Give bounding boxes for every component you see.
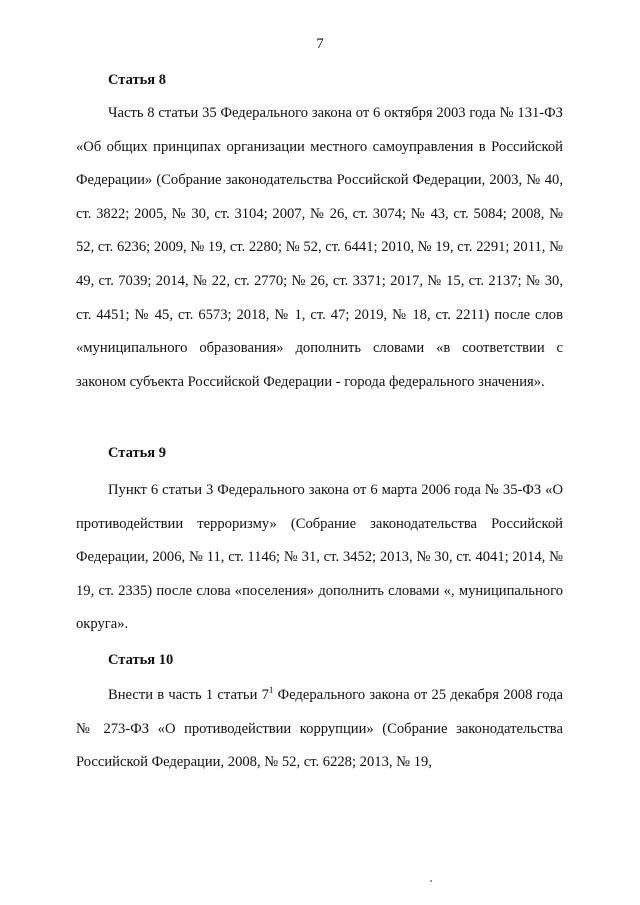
article-8-text: Часть 8 статьи 35 Федерального закона от 6 октября 2003 года № 131-ФЗ «Об общих принципах организации местного самоуправления в Российской Федерации» (Собрание законодательства Российской Федерации, 2003, № 40, ст. 3822; 2005, № 30, ст. 3104; 2007, № 26, ст. 3074; № 43, ст. 5084; 2008, № 52, ст. 6236; 2009, № 19, ст. 2280; № 52, ст. 6441; 2010, № 19, ст. 2291; 2011, № 49, ст. 7039; 2014, № 22, ст. 2770; № 26, ст. 3371; 2017, № 15, ст. 2137; № 30, ст. 4451; № 45, ст. 6573; 2018, № 1, ст. 47; 2019, № 18, ст. 2211) после слов «муниципального образования» дополнить словами «в соответствии с законом субъекта Российской Федерации - города федерального значения». bbox=[76, 105, 563, 390]
article-8-heading: Статья 8 bbox=[108, 72, 166, 88]
article-10-superscript: 1 bbox=[268, 685, 274, 696]
article-10-text-end: Федерального закона от 25 декабря 2008 года № 273-ФЗ «О противодействии коррупции» (Собрание законодательства Российской Федерации, 2008, № 52, ст. 6228; 2013, № 19, bbox=[76, 687, 563, 771]
article-10-text-start: Внести в часть 1 статьи 7 bbox=[108, 687, 269, 703]
article-10-heading: Статья 10 bbox=[108, 652, 174, 668]
article-9-text: Пункт 6 статьи 3 Федерального закона от 6 марта 2006 года № 35-ФЗ «О противодействии терроризму» (Собрание законодательства Российской Федерации, 2006, № 11, ст. 1146; № 31, ст. 3452; 2013, № 30, ст. 4041; 2014, № 19, ст. 2335) после слова «поселения» дополнить словами «, муниципального округа». bbox=[76, 482, 563, 633]
page-number: 7 bbox=[316, 36, 324, 52]
scan-dot-mark bbox=[430, 880, 432, 882]
article-10-text bbox=[76, 679, 563, 780]
article-9-heading: Статья 9 bbox=[108, 445, 166, 461]
